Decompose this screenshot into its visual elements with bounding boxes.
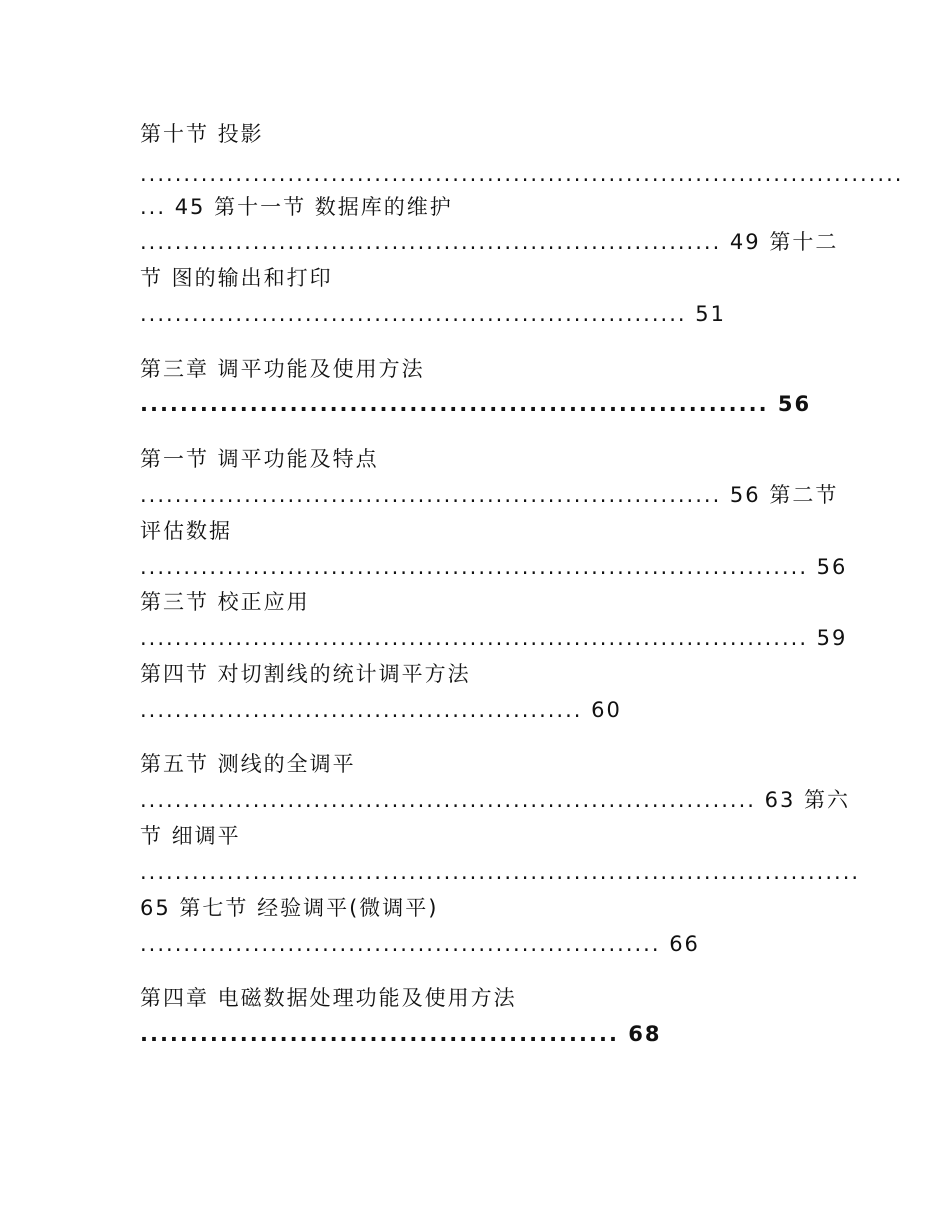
- chapter-title: 第四章 电磁数据处理功能及使用方法: [140, 986, 517, 1010]
- toc-line: ...................................................................................: [140, 860, 861, 884]
- toc-line: ............................................................... 51: [140, 302, 726, 326]
- toc-line: 评估数据: [140, 519, 232, 543]
- toc-line: 节 图的输出和打印: [140, 266, 333, 290]
- toc-line: ........................................................................................: [140, 162, 904, 186]
- toc-line: 节 细调平: [140, 824, 241, 848]
- toc-line: ............................................................................. 56: [140, 555, 848, 579]
- toc-line: ................................................................... 49 第十二: [140, 230, 839, 254]
- toc-line: 第四节 对切割线的统计调平方法: [140, 662, 471, 686]
- chapter-dots: ................................................ 68: [140, 1022, 662, 1046]
- chapter-title: 第三章 调平功能及使用方法: [140, 357, 425, 381]
- toc-line: ............................................................................. 59: [140, 626, 848, 650]
- toc-line: 第一节 调平功能及特点: [140, 447, 379, 471]
- chapter-dots: ............................................................... 56: [140, 392, 812, 416]
- toc-line: ....................................................................... 63 第六: [140, 788, 851, 812]
- toc-line: 65 第七节 经验调平(微调平): [140, 896, 439, 920]
- toc-line: 第十节 投影: [140, 122, 264, 146]
- toc-line: ................................................................... 56 第二节: [140, 483, 839, 507]
- toc-line: ................................................... 60: [140, 698, 622, 722]
- toc-line: ... 45 第十一节 数据库的维护: [140, 195, 453, 219]
- toc-line: 第五节 测线的全调平: [140, 752, 356, 776]
- toc-line: ............................................................ 66: [140, 932, 700, 956]
- toc-line: 第三节 校正应用: [140, 590, 310, 614]
